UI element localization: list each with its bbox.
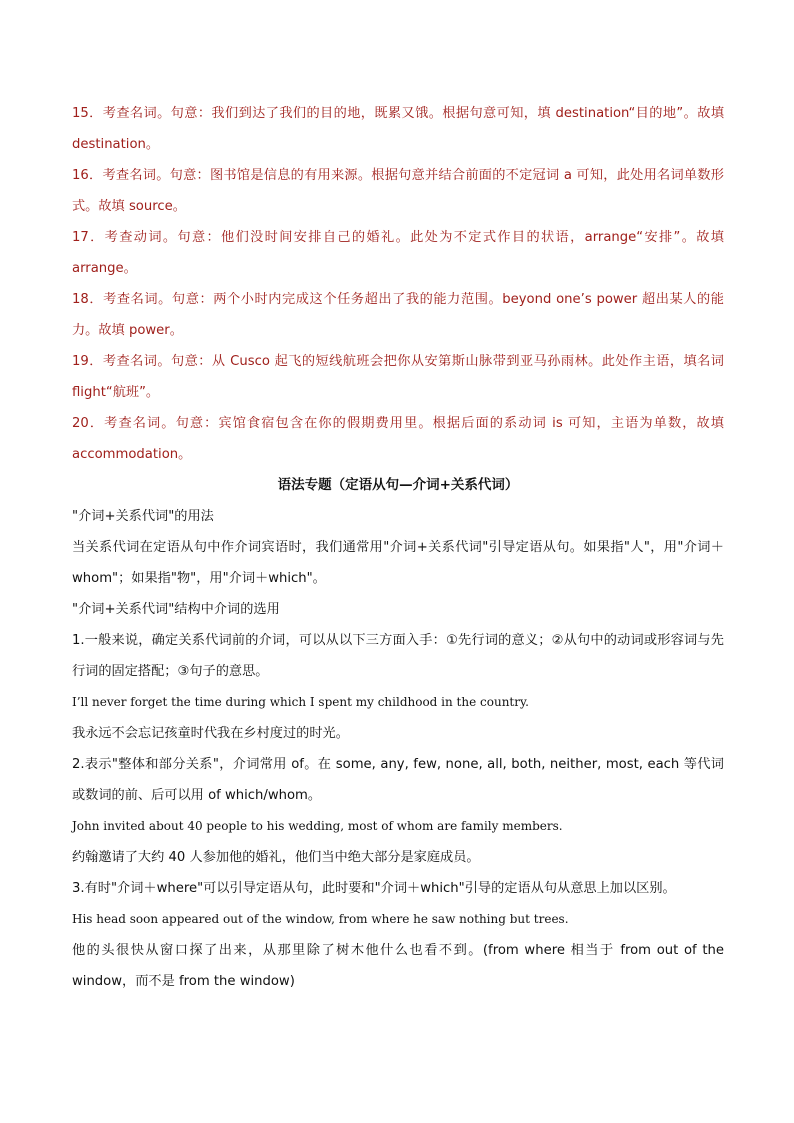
answer-15: 15．考查名词。句意：我们到达了我们的目的地，既累又饿。根据句意可知，填 destination“目的地”。故填 destination。 [72,106,724,152]
answer-19: 19．考查名词。句意：从 Cusco 起飞的短线航班会把你从安第斯山脉带到亚马孙雨林。此处作主语，填名词 flight“航班”。 [72,354,724,400]
answer-16: 16．考查名词。句意：图书馆是信息的有用来源。根据句意并结合前面的不定冠词 a 可知，此处用名词单数形式。故填 source。 [72,168,724,214]
section-title: 语法专题（定语从句—介词+关系代词） [277,477,519,493]
example-2-chinese: 约翰邀请了大约 40 人参加他的婚礼，他们当中绝大部分是家庭成员。 [72,850,480,865]
example-3-english: His head soon appeared out of the window, from where he saw nothing but trees. [72,912,569,926]
answer-20: 20．考查名词。句意：宾馆食宿包含在你的假期费用里。根据后面的系动词 is 可知，主语为单数，故填 accommodation。 [72,416,724,462]
example-2-english: John invited about 40 people to his wedding, most of whom are family members. [72,819,563,833]
paragraph-usage: 当关系代词在定语从句中作介词宾语时，我们通常用"介词+关系代词"引导定语从句。如果指"人"，用"介词＋whom"；如果指"物"，用"介词＋which"。 [72,540,724,586]
rule-2: 2.表示"整体和部分关系"，介词常用 of。在 some, any, few, none, all, both, neither, most, each 等代词或数词的前、后可以用 of which/whom。 [72,757,724,803]
rule-1: 1.一般来说，确定关系代词前的介词，可以从以下三方面入手：①先行词的意义；②从句中的动词或形容词与先行词的固定搭配；③句子的意思。 [72,633,724,679]
example-1-english: I’ll never forget the time during which I spent my childhood in the country. [72,695,529,709]
example-3-chinese: 他的头很快从窗口探了出来，从那里除了树木他什么也看不到。(from where 相当于 from out of the window，而不是 from the window) [72,943,724,989]
heading-usage: "介词+关系代词"的用法 [72,509,214,524]
answer-18: 18．考查名词。句意：两个小时内完成这个任务超出了我的能力范围。beyond one’s power 超出某人的能力。故填 power。 [72,292,724,338]
document-page [72,98,724,997]
answer-17: 17．考查动词。句意：他们没时间安排自己的婚礼。此处为不定式作目的状语，arrange“安排”。故填 arrange。 [72,230,724,276]
example-1-chinese: 我永远不会忘记孩童时代我在乡村度过的时光。 [72,726,349,741]
rule-3: 3.有时"介词＋where"可以引导定语从句，此时要和"介词＋which"引导的定语从句从意思上加以区别。 [72,881,676,896]
heading-preposition-choice: "介词+关系代词"结构中介词的选用 [72,602,280,617]
